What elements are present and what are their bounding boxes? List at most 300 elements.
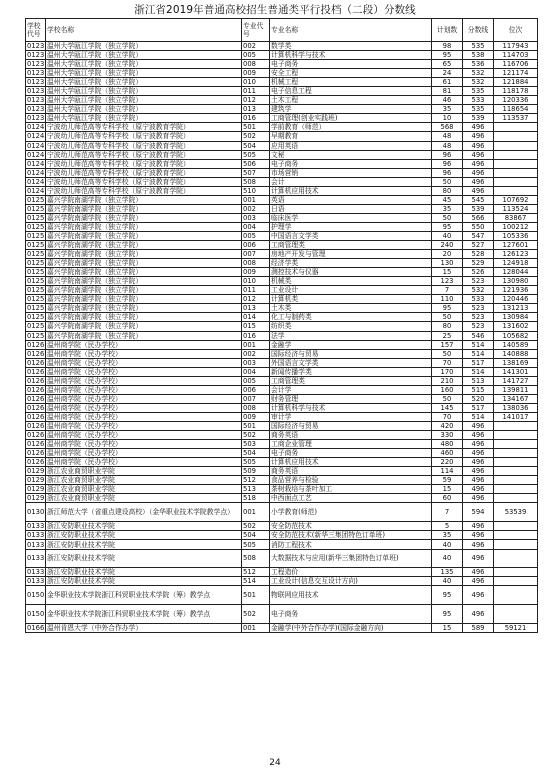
rank-cell — [494, 458, 538, 467]
rank-cell: 138169 — [494, 358, 538, 367]
plan-cell: 96 — [432, 150, 463, 159]
rank-cell: 130980 — [494, 277, 538, 286]
score-cell: 496 — [463, 549, 494, 567]
plan-cell: 61 — [432, 78, 463, 87]
major-code-cell: 008 — [242, 259, 270, 268]
school-name-cell: 宁波幼儿师范高等专科学校（原宁波教育学院） — [46, 177, 242, 186]
major-code-cell: 005 — [242, 231, 270, 240]
major-code-cell: 505 — [242, 150, 270, 159]
table-row — [26, 421, 538, 430]
major-code-cell: 009 — [242, 412, 270, 421]
major-code-cell: 007 — [242, 250, 270, 259]
school-code-cell: 0124 — [27, 150, 45, 159]
plan-cell: 48 — [432, 141, 463, 150]
major-name-cell: 建筑学 — [270, 105, 432, 114]
rank-cell — [494, 540, 538, 549]
major-code-cell: 006 — [242, 241, 270, 250]
table-row — [26, 60, 538, 69]
rank-cell: 105682 — [494, 331, 538, 340]
school-name-cell: 嘉兴学院南湖学院（独立学院） — [46, 241, 242, 250]
table-row — [26, 51, 538, 60]
plan-cell: 7 — [432, 503, 463, 522]
header-rank: 位次 — [494, 19, 538, 42]
rank-cell: 107692 — [494, 195, 538, 204]
table-row — [26, 286, 538, 295]
table-row — [26, 96, 538, 105]
school-code-cell: 0126 — [27, 458, 45, 467]
rank-cell — [494, 440, 538, 449]
school-code-cell: 0130 — [26, 503, 46, 522]
plan-cell: 50 — [432, 213, 463, 222]
table-row — [26, 159, 538, 168]
major-name-cell: 临床医学 — [270, 213, 432, 222]
score-cell: 535 — [463, 105, 494, 114]
school-name-cell: 温州大学瓯江学院（独立学院） — [46, 114, 242, 123]
table-row — [26, 259, 538, 268]
score-cell: 496 — [463, 177, 494, 186]
major-name-cell: 英语 — [270, 195, 432, 204]
school-name-cell: 温州商学院（民办学校） — [46, 431, 242, 440]
score-cell: 496 — [463, 440, 494, 449]
plan-cell: 40 — [432, 231, 463, 240]
school-code-cell: 0126 — [27, 394, 45, 403]
table-row — [26, 394, 538, 403]
table-row — [26, 467, 538, 476]
plan-cell: 65 — [432, 60, 463, 69]
rank-cell: 100212 — [494, 222, 538, 231]
table-row — [26, 540, 538, 549]
major-name-cell: 电子商务 — [270, 60, 432, 69]
header-major-code: 专业代号 — [242, 19, 270, 42]
rank-cell — [494, 576, 538, 585]
major-code-cell: 012 — [242, 96, 270, 105]
major-code-cell: 502 — [242, 604, 270, 623]
table-row — [26, 268, 538, 277]
major-name-cell: 小学教育(师范) — [270, 503, 432, 522]
rank-cell: 141017 — [494, 412, 538, 421]
school-code-cell: 0123 — [27, 51, 45, 60]
table-row — [26, 177, 538, 186]
school-name-cell: 温州大学瓯江学院（独立学院） — [46, 69, 242, 78]
table-row — [26, 567, 538, 576]
score-cell: 496 — [463, 567, 494, 576]
rank-cell: 53539 — [494, 503, 538, 522]
plan-cell: 50 — [432, 349, 463, 358]
rank-cell: 141727 — [494, 376, 538, 385]
major-name-cell: 护理学 — [270, 222, 432, 231]
school-code-cell: 0133 — [27, 522, 45, 531]
school-code-cell: 0133 — [27, 531, 45, 540]
school-code-cell: 0124 — [27, 177, 45, 186]
school-name-cell: 宁波幼儿师范高等专科学校（原宁波教育学院） — [46, 159, 242, 168]
rank-cell — [494, 168, 538, 177]
score-cell: 523 — [463, 313, 494, 322]
rank-cell — [494, 467, 538, 476]
major-name-cell: 消防工程技术 — [270, 540, 432, 549]
plan-cell: 40 — [432, 549, 463, 567]
major-name-cell: 安全防范技术(新华三集团特色订单班) — [270, 531, 432, 540]
score-cell: 533 — [463, 96, 494, 105]
score-cell: 589 — [463, 623, 494, 632]
school-code-cell: 0129 — [27, 494, 45, 503]
major-name-cell: 商务英语 — [270, 431, 432, 440]
school-name-cell: 温州大学瓯江学院（独立学院） — [46, 87, 242, 96]
school-code-cell: 0123 — [27, 96, 45, 105]
major-name-cell: 外国语言文学类 — [270, 358, 432, 367]
school-code-cell: 0133 — [26, 549, 46, 567]
plan-cell: 80 — [432, 322, 463, 331]
rank-cell: 120446 — [494, 295, 538, 304]
school-code-cell: 0126 — [27, 440, 45, 449]
score-cell: 496 — [463, 576, 494, 585]
major-code-cell: 014 — [242, 313, 270, 322]
rank-cell: 118654 — [494, 105, 538, 114]
major-code-cell: 012 — [242, 295, 270, 304]
plan-cell: 20 — [432, 250, 463, 259]
major-name-cell: 金融学 — [270, 340, 432, 349]
rank-cell: 118178 — [494, 87, 538, 96]
plan-cell: 114 — [432, 467, 463, 476]
major-name-cell: 学前教育（师范） — [270, 123, 432, 132]
school-code-cell: 0126 — [27, 376, 45, 385]
score-cell: 523 — [463, 277, 494, 286]
table-row — [26, 78, 538, 87]
school-name-cell: 浙江安防职业技术学院 — [46, 549, 242, 567]
school-code-cell: 0125 — [27, 286, 45, 295]
major-code-cell: 502 — [242, 431, 270, 440]
school-name-cell: 浙江农业商贸职业学院 — [46, 485, 242, 494]
school-name-cell: 嘉兴学院南湖学院（独立学院） — [46, 195, 242, 204]
school-name-cell: 嘉兴学院南湖学院（独立学院） — [46, 322, 242, 331]
school-code-cell: 0126 — [27, 412, 45, 421]
school-name-cell: 浙江农业商贸职业学院 — [46, 476, 242, 485]
rank-cell — [494, 159, 538, 168]
score-cell: 514 — [463, 340, 494, 349]
school-code-cell: 0133 — [27, 576, 45, 585]
score-cell: 539 — [463, 204, 494, 213]
rank-cell — [494, 431, 538, 440]
score-cell: 538 — [463, 51, 494, 60]
major-name-cell: 经济学类 — [270, 259, 432, 268]
table-row — [26, 250, 538, 259]
major-name-cell: 国际经济与贸易 — [270, 349, 432, 358]
school-name-cell: 嘉兴学院南湖学院（独立学院） — [46, 331, 242, 340]
rank-cell: 120336 — [494, 96, 538, 105]
rank-cell — [494, 476, 538, 485]
major-code-cell: 003 — [242, 358, 270, 367]
rank-cell: 121936 — [494, 286, 538, 295]
rank-cell — [494, 150, 538, 159]
school-name-cell: 嘉兴学院南湖学院（独立学院） — [46, 222, 242, 231]
plan-cell: 568 — [432, 123, 463, 132]
school-name-cell: 金华职业技术学院浙江科贸职业技术学院（筹）教学点 — [46, 604, 242, 623]
rank-cell — [494, 449, 538, 458]
table-row — [26, 476, 538, 485]
score-cell: 496 — [463, 168, 494, 177]
major-name-cell: 工商管理类 — [270, 241, 432, 250]
score-cell: 514 — [463, 349, 494, 358]
score-cell: 545 — [463, 195, 494, 204]
score-cell: 550 — [463, 222, 494, 231]
school-name-cell: 温州商学院（民办学校） — [46, 412, 242, 421]
table-row — [26, 168, 538, 177]
major-code-cell: 003 — [242, 213, 270, 222]
major-code-cell: 008 — [242, 403, 270, 412]
plan-cell: 70 — [432, 412, 463, 421]
plan-cell: 24 — [432, 69, 463, 78]
school-code-cell: 0125 — [27, 195, 45, 204]
major-name-cell: 工业设计(信息交互设计方向) — [270, 576, 432, 585]
school-code-cell: 0125 — [27, 268, 45, 277]
major-code-cell: 002 — [242, 204, 270, 213]
school-code-cell: 0123 — [27, 60, 45, 69]
major-name-cell: 电子信息工程 — [270, 87, 432, 96]
school-name-cell: 宁波幼儿师范高等专科学校（原宁波教育学院） — [46, 141, 242, 150]
school-name-cell: 温州商学院（民办学校） — [46, 358, 242, 367]
score-cell: 496 — [463, 467, 494, 476]
score-cell: 535 — [463, 87, 494, 96]
major-code-cell: 002 — [242, 42, 270, 51]
major-name-cell: 土木工程 — [270, 96, 432, 105]
school-code-cell: 0126 — [27, 340, 45, 349]
major-code-cell: 009 — [242, 69, 270, 78]
school-name-cell: 温州大学瓯江学院（独立学院） — [46, 78, 242, 87]
plan-cell: 96 — [432, 159, 463, 168]
plan-cell: 240 — [432, 241, 463, 250]
major-name-cell: 化工与制药类 — [270, 313, 432, 322]
major-name-cell: 电子商务 — [270, 604, 432, 623]
school-code-cell: 0123 — [27, 42, 45, 51]
rank-cell: 126123 — [494, 250, 538, 259]
plan-cell: 330 — [432, 431, 463, 440]
table-body — [26, 42, 538, 633]
school-code-cell: 0166 — [27, 623, 45, 632]
plan-cell: 7 — [432, 286, 463, 295]
score-cell: 513 — [463, 376, 494, 385]
table-row — [26, 349, 538, 358]
major-name-cell: 文秘 — [270, 150, 432, 159]
rank-cell: 116706 — [494, 60, 538, 69]
school-name-cell: 嘉兴学院南湖学院（独立学院） — [46, 277, 242, 286]
school-name-cell: 温州商学院（民办学校） — [46, 421, 242, 430]
school-code-cell: 0125 — [27, 204, 45, 213]
header-school-code: 学校代号 — [26, 19, 46, 42]
table-row — [26, 494, 538, 503]
rank-cell: 139811 — [494, 385, 538, 394]
school-name-cell: 温州商学院（民办学校） — [46, 449, 242, 458]
plan-cell: 46 — [432, 96, 463, 105]
score-cell: 496 — [463, 458, 494, 467]
school-name-cell: 浙江安防职业技术学院 — [46, 576, 242, 585]
major-code-cell: 504 — [242, 449, 270, 458]
score-cell: 496 — [463, 159, 494, 168]
school-code-cell: 0125 — [27, 304, 45, 313]
school-code-cell: 0126 — [27, 431, 45, 440]
score-cell: 496 — [463, 431, 494, 440]
table-row — [26, 576, 538, 585]
school-name-cell: 嘉兴学院南湖学院（独立学院） — [46, 313, 242, 322]
school-name-cell: 温州大学瓯江学院（独立学院） — [46, 51, 242, 60]
rank-cell: 128044 — [494, 268, 538, 277]
table-row — [26, 503, 538, 522]
plan-cell: 135 — [432, 567, 463, 576]
school-name-cell: 嘉兴学院南湖学院（独立学院） — [46, 304, 242, 313]
major-name-cell: 大数据技术与应用(新华三集团特色订单班) — [270, 549, 432, 567]
school-name-cell: 嘉兴学院南湖学院（独立学院） — [46, 268, 242, 277]
school-code-cell: 0125 — [27, 331, 45, 340]
major-name-cell: 日语 — [270, 204, 432, 213]
major-name-cell: 计算机科学与技术 — [270, 403, 432, 412]
table-row — [26, 186, 538, 195]
table-row — [26, 531, 538, 540]
school-code-cell: 0124 — [27, 186, 45, 195]
school-code-cell: 0150 — [26, 604, 46, 623]
school-code-cell: 0124 — [27, 168, 45, 177]
score-cell: 529 — [463, 259, 494, 268]
major-name-cell: 机械工程 — [270, 78, 432, 87]
major-name-cell: 安全工程 — [270, 69, 432, 78]
plan-cell: 460 — [432, 449, 463, 458]
table-row — [26, 367, 538, 376]
score-cell: 523 — [463, 322, 494, 331]
table-row — [26, 376, 538, 385]
major-name-cell: 食品营养与检验 — [270, 476, 432, 485]
plan-cell: 35 — [432, 531, 463, 540]
major-name-cell: 土木类 — [270, 304, 432, 313]
school-name-cell: 浙江安防职业技术学院 — [46, 522, 242, 531]
major-code-cell: 504 — [242, 531, 270, 540]
school-code-cell: 0126 — [27, 403, 45, 412]
major-name-cell: 新闻传播学类 — [270, 367, 432, 376]
major-code-cell: 505 — [242, 458, 270, 467]
school-name-cell: 宁波幼儿师范高等专科学校（原宁波教育学院） — [46, 168, 242, 177]
rank-cell — [494, 485, 538, 494]
score-cell: 496 — [463, 531, 494, 540]
school-code-cell: 0124 — [27, 141, 45, 150]
major-name-cell: 茶树栽培与茶叶加工 — [270, 485, 432, 494]
table-row — [26, 114, 538, 123]
plan-cell: 95 — [432, 222, 463, 231]
plan-cell: 95 — [432, 304, 463, 313]
major-code-cell: 013 — [242, 304, 270, 313]
major-code-cell: 008 — [242, 60, 270, 69]
score-cell: 517 — [463, 403, 494, 412]
table-row — [26, 358, 538, 367]
admission-score-table — [25, 18, 538, 633]
rank-cell: 141301 — [494, 367, 538, 376]
major-name-cell: 应用英语 — [270, 141, 432, 150]
table-row — [26, 295, 538, 304]
school-name-cell: 嘉兴学院南湖学院（独立学院） — [46, 295, 242, 304]
school-name-cell: 温州肯恩大学（中外合作办学） — [46, 623, 242, 632]
score-cell: 546 — [463, 331, 494, 340]
school-name-cell: 嘉兴学院南湖学院（独立学院） — [46, 250, 242, 259]
table-row — [26, 150, 538, 159]
table-row — [26, 241, 538, 250]
school-name-cell: 浙江安防职业技术学院 — [46, 540, 242, 549]
major-name-cell: 计算机应用技术 — [270, 458, 432, 467]
table-row — [26, 449, 538, 458]
page-number: 24 — [269, 758, 281, 768]
table-row — [26, 585, 538, 604]
school-name-cell: 浙江安防职业技术学院 — [46, 567, 242, 576]
major-name-cell: 测控技术与仪器 — [270, 268, 432, 277]
major-code-cell: 513 — [242, 485, 270, 494]
school-code-cell: 0123 — [27, 78, 45, 87]
school-name-cell: 浙江农业商贸职业学院 — [46, 494, 242, 503]
major-code-cell: 505 — [242, 540, 270, 549]
score-cell: 532 — [463, 78, 494, 87]
plan-cell: 157 — [432, 340, 463, 349]
major-name-cell: 市场营销 — [270, 168, 432, 177]
score-cell: 547 — [463, 231, 494, 240]
score-cell: 594 — [463, 503, 494, 522]
school-name-cell: 温州商学院（民办学校） — [46, 349, 242, 358]
table-row — [26, 522, 538, 531]
major-code-cell: 005 — [242, 51, 270, 60]
major-name-cell: 机械类 — [270, 277, 432, 286]
plan-cell: 50 — [432, 177, 463, 186]
major-name-cell: 中西面点工艺 — [270, 494, 432, 503]
major-name-cell: 电子商务 — [270, 449, 432, 458]
plan-cell: 50 — [432, 313, 463, 322]
major-code-cell: 501 — [242, 123, 270, 132]
major-name-cell: 金融学(中外合作办学)(国际金融方向) — [270, 623, 432, 632]
table-row — [26, 132, 538, 141]
major-code-cell: 510 — [242, 186, 270, 195]
major-code-cell: 010 — [242, 78, 270, 87]
table-row — [26, 304, 538, 313]
rank-cell — [494, 177, 538, 186]
table-row — [26, 604, 538, 623]
table-row — [26, 195, 538, 204]
school-name-cell: 嘉兴学院南湖学院（独立学院） — [46, 286, 242, 295]
school-name-cell: 嘉兴学院南湖学院（独立学院） — [46, 213, 242, 222]
major-name-cell: 商务英语 — [270, 467, 432, 476]
major-code-cell: 504 — [242, 141, 270, 150]
school-name-cell: 温州大学瓯江学院（独立学院） — [46, 105, 242, 114]
plan-cell: 15 — [432, 268, 463, 277]
major-code-cell: 507 — [242, 168, 270, 177]
school-name-cell: 温州商学院（民办学校） — [46, 340, 242, 349]
major-code-cell: 502 — [242, 522, 270, 531]
plan-cell: 45 — [432, 195, 463, 204]
header-major-name: 专业名称 — [270, 19, 432, 42]
score-cell: 496 — [463, 485, 494, 494]
school-code-cell: 0125 — [27, 250, 45, 259]
rank-cell — [494, 123, 538, 132]
table-row — [26, 105, 538, 114]
score-cell: 496 — [463, 449, 494, 458]
major-name-cell: 物联网应用技术 — [270, 585, 432, 604]
table-row — [26, 87, 538, 96]
table-row — [26, 458, 538, 467]
school-name-cell: 温州商学院（民办学校） — [46, 403, 242, 412]
major-code-cell: 002 — [242, 349, 270, 358]
major-code-cell: 514 — [242, 576, 270, 585]
major-code-cell: 503 — [242, 440, 270, 449]
score-cell: 528 — [463, 250, 494, 259]
school-name-cell: 温州商学院（民办学校） — [46, 385, 242, 394]
school-code-cell: 0123 — [27, 105, 45, 114]
table-row — [26, 331, 538, 340]
score-cell: 496 — [463, 494, 494, 503]
score-cell: 527 — [463, 241, 494, 250]
plan-cell: 15 — [432, 623, 463, 632]
school-code-cell: 0124 — [27, 123, 45, 132]
plan-cell: 210 — [432, 376, 463, 385]
major-name-cell: 早期教育 — [270, 132, 432, 141]
